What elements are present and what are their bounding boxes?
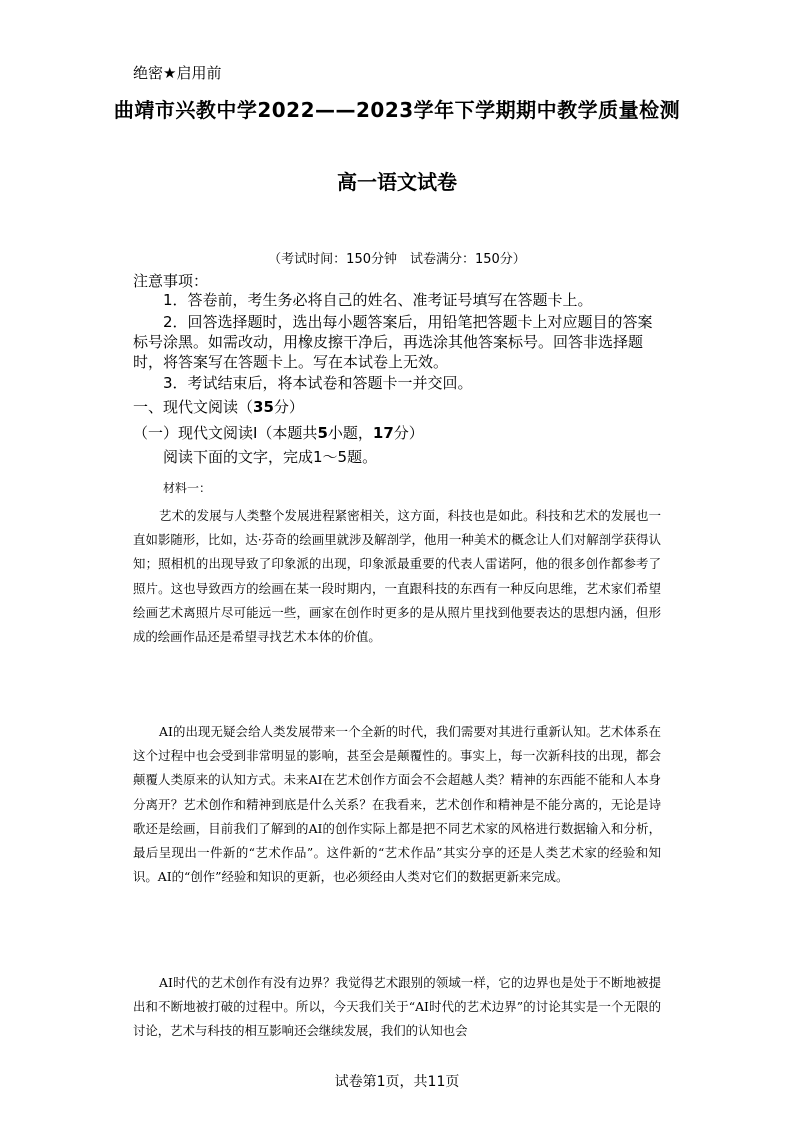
section-heading-pre: 一、现代文阅读（ — [133, 398, 254, 416]
subsection-post: 分） — [393, 424, 424, 442]
notice-item-1: 1．答卷前，考生务必将自己的姓名、准考证号填写在答题卡上。 — [163, 291, 593, 309]
page-footer: 试卷第1页，共11页 — [334, 1074, 460, 1090]
notice-item-3: 3．考试结束后，将本试卷和答题卡一并交回。 — [163, 374, 473, 392]
passage-paragraph-2: AI的出现无疑会给人类发展带来一个全新的时代，我们需要对其进行重新认知。艺术体系在这个过程中也会受到非常明显的影响，甚至会是颠覆性的。事实上，每一次新科技的出现，都会颠覆人类原来的认知方式。未来AI在艺术创作方面会不会超越人类？精神的东西能不能和人本身分离开？艺术创作和精神到底是什么关系？在我看来，艺术创作和精神是不能分离的，无论是诗歌还是绘画，目前我们了解到的AI的创作实际上都是把不同艺术家的风格进行数据输入和分析，最后呈现出一件新的“艺术作品”。这件新的“艺术作品”其实分享的还是人类艺术家的经验和知识。AI的“创作”经验和知识的更新，也必须经由人类对它们的数据更新来完成。 — [133, 724, 661, 885]
subsection-pre: （一）现代文阅读Ⅰ（本题共 — [133, 424, 318, 442]
passage-paragraph-1: 艺术的发展与人类整个发展进程紧密相关，这方面，科技也是如此。科技和艺术的发展也一直如影随形，比如，达·芬奇的绘画里就涉及解剖学，他用一种美术的概念让人们对解剖学获得认知；照相机的出现导致了印象派的出现，印象派最重要的代表人雷诺阿，他的很多创作都参考了照片。这也导致西方的绘画在某一段时期内，一直跟科技的东西有一种反向思维，艺术家们希望绘画艺术离照片尽可能远一些，画家在创作时更多的是从照片里找到他要表达的思想内涵，但形成的绘画作品还是希望寻找艺术本体的价值。 — [133, 508, 661, 645]
notice-heading: 注意事项： — [133, 272, 209, 290]
subsection-question-count: 5 — [317, 424, 328, 442]
notice-item-2: 2．回答选择题时，选出每小题答案后，用铅笔把答题卡上对应题目的答案标号涂黑。如需改动，用橡皮擦干净后，再选涂其他答案标号。回答非选择题时，将答案写在答题卡上。写在本试卷上无效。 — [133, 313, 653, 371]
exam-title: 曲靖市兴教中学2022——2023学年下学期期中教学质量检测 — [113, 98, 681, 122]
subsection-heading — [133, 422, 424, 443]
material-label: 材料一： — [163, 481, 212, 495]
reading-instruction: 阅读下面的文字，完成1～5题。 — [163, 448, 378, 466]
subsection-mid: 小题， — [327, 424, 373, 442]
section-score: 35 — [253, 398, 274, 416]
subject-title: 高一语文试卷 — [337, 170, 457, 194]
section-heading-post: 分） — [273, 398, 304, 416]
passage-paragraph-3: AI时代的艺术创作有没有边界？我觉得艺术跟别的领域一样，它的边界也是处于不断地被提出和不断地被打破的过程中。所以，今天我们关于“AI时代的艺术边界”的讨论其实是一个无限的讨论，艺术与科技的相互影响还会继续发展，我们的认知也会 — [133, 975, 661, 1039]
section-heading — [133, 396, 304, 417]
secret-mark: 绝密★启用前 — [133, 64, 222, 82]
subsection-score: 17 — [372, 424, 394, 442]
exam-meta: （考试时间：150分钟 试卷满分：150分） — [268, 252, 526, 267]
